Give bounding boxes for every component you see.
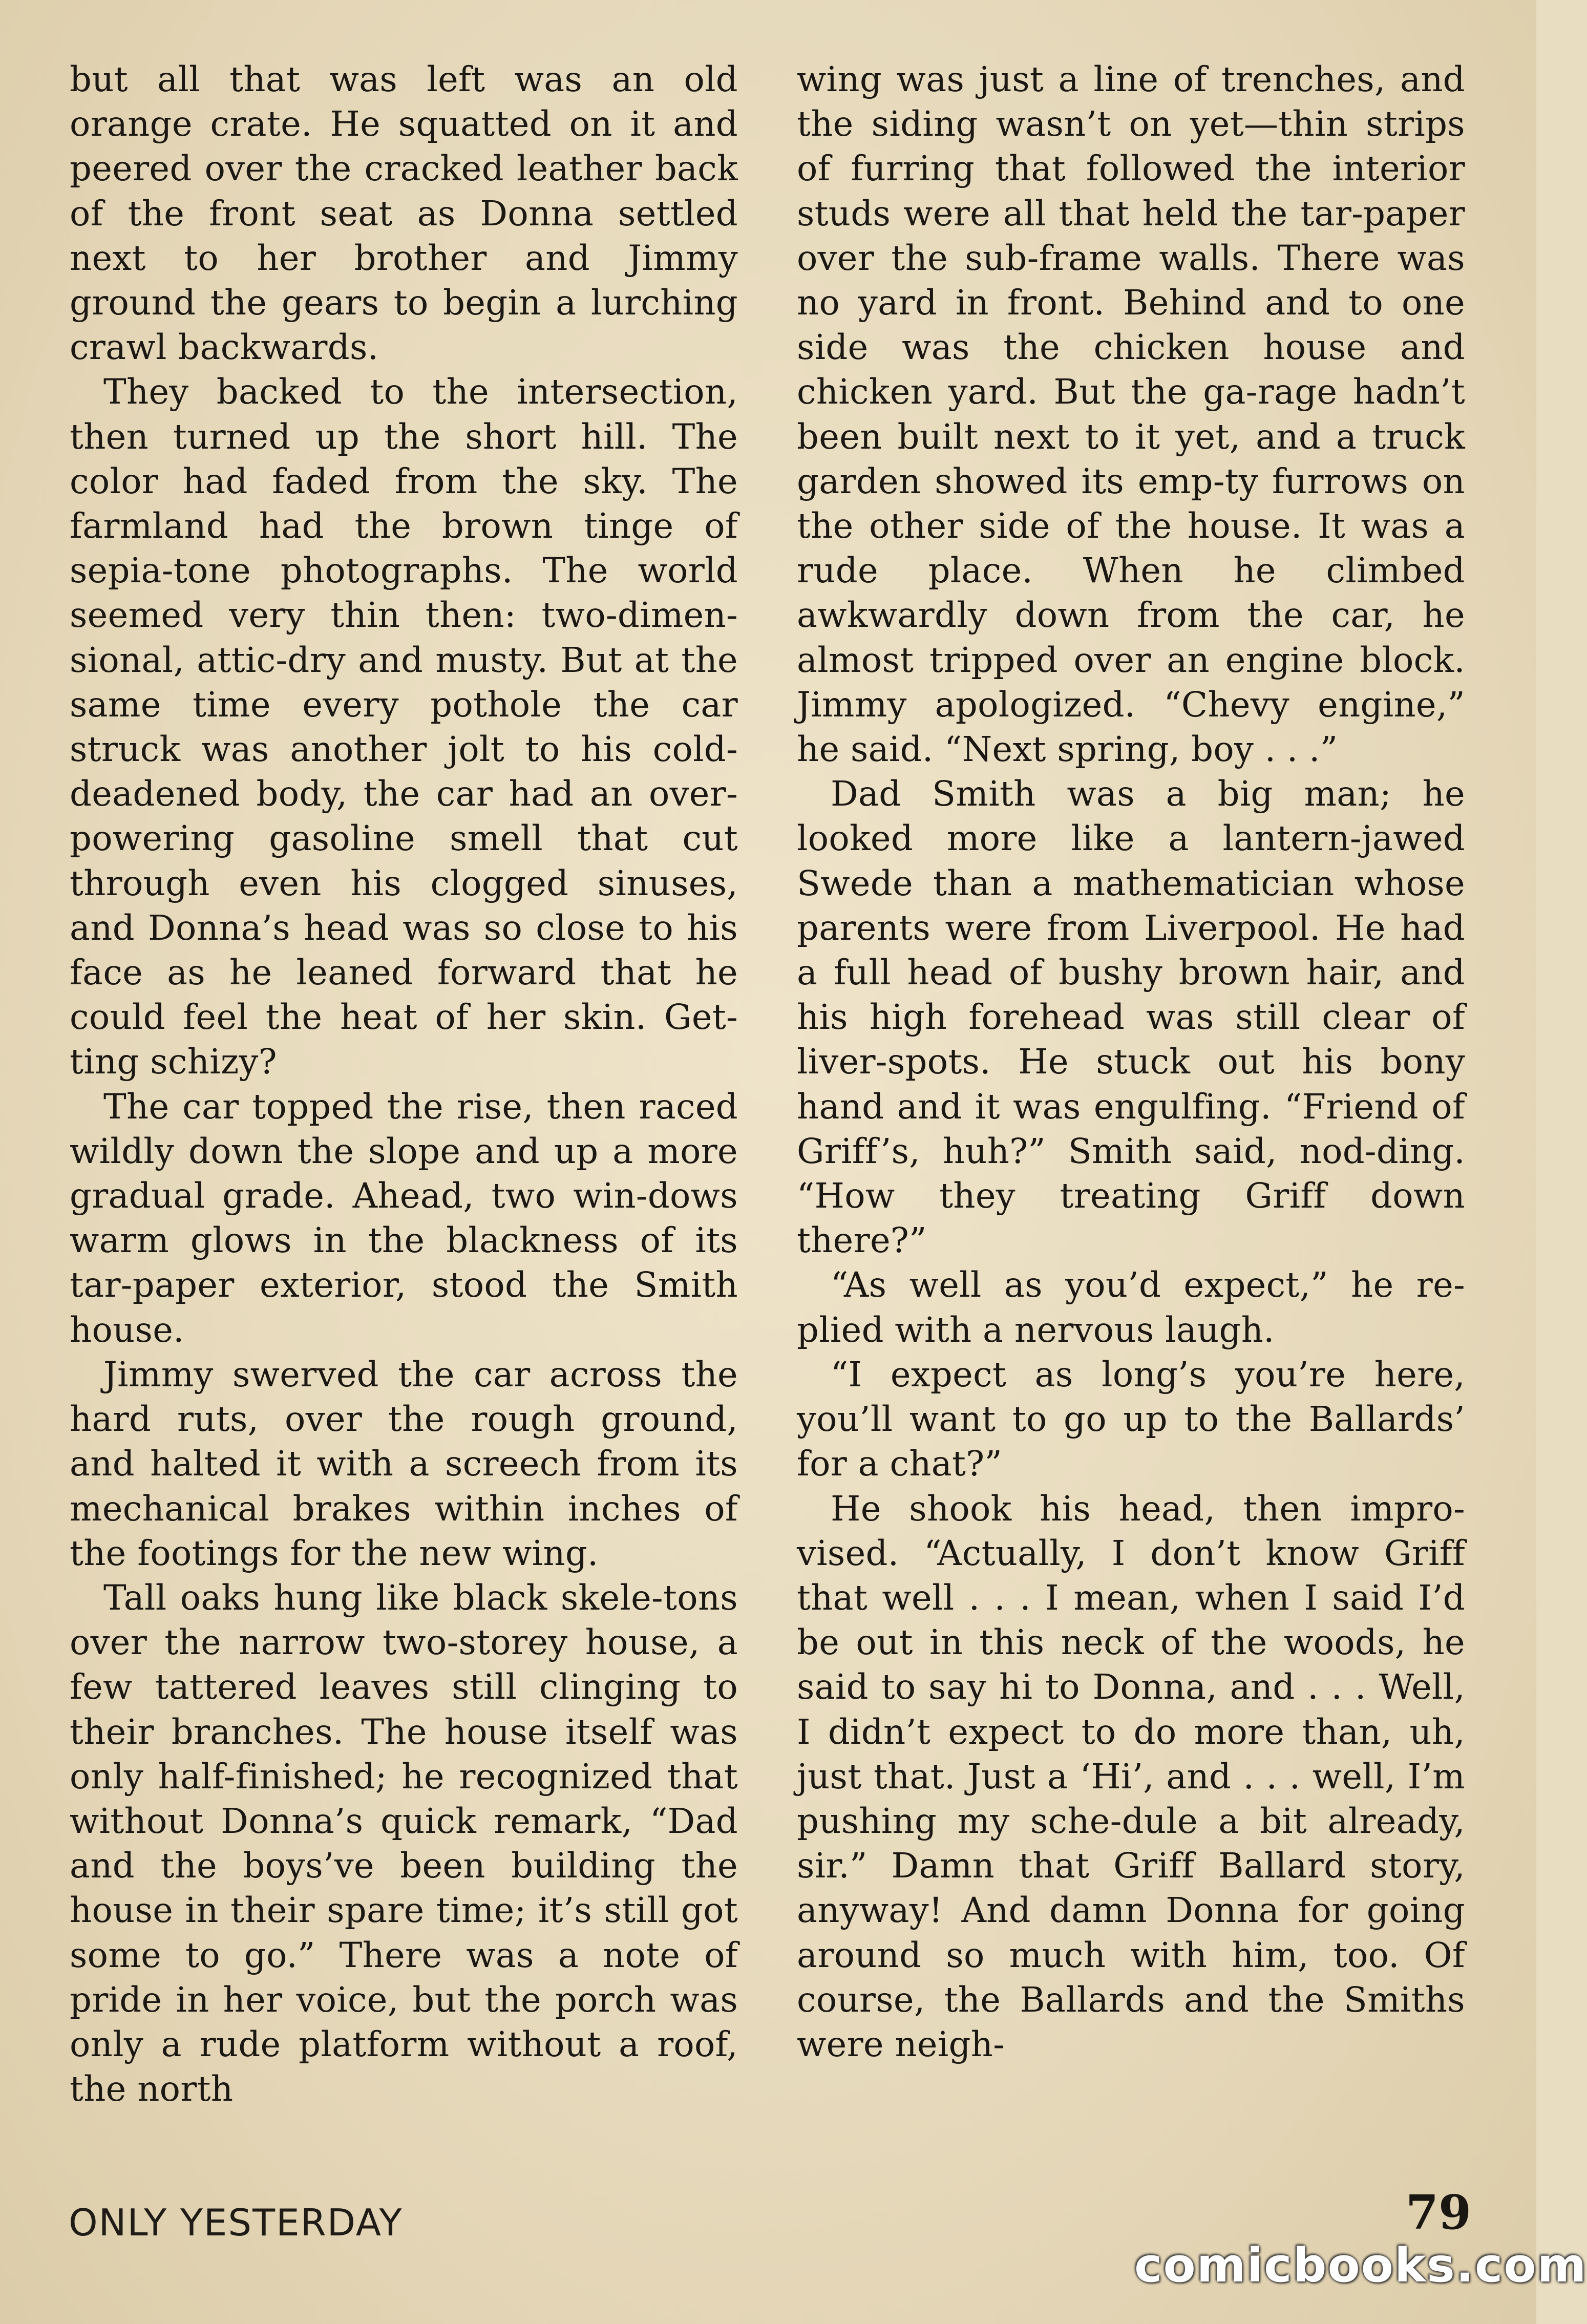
paragraph: Dad Smith was a big man; he looked more like a lantern-jawed Swede than a mathematician whose parents were from Liverpool. He had a full head of bushy brown hair, and his high forehead was still clear of liver-spots. He stuck out his bony hand and it was engulfing. “Friend of Griff’s, huh?” Smith said, nod-ding. “How they treating Griff down there?” bbox=[797, 774, 1465, 1261]
paragraph: Jimmy swerved the car across the hard ruts, over the rough ground, and halted it with a screech from its mechanical brakes within inches of the footings for the new wing. bbox=[70, 1354, 738, 1573]
page-number: 79 bbox=[1406, 2185, 1472, 2240]
paragraph: but all that was left was an old orange crate. He squatted on it and peered over the cracked leather back of the front seat as Donna settled next to her brother and Jimmy ground the gears to begin a lurching crawl backwards. bbox=[70, 59, 738, 368]
left-text-column bbox=[70, 57, 738, 2111]
paragraph: He shook his head, then impro-vised. “Actually, I don’t know Griff that well . . . I mean, when I said I’d be out in this neck of the woods, he said to say hi to Donna, and . . . Well, I didn’t expect to do more than, uh, just that. Just a ‘Hi’, and . . . well, I’m pushing my sche-dule a bit already, sir.” Damn that Griff Ballard story, anyway! And damn Donna for going around so much with him, too. Of course, the Ballards and the Smiths were neigh- bbox=[797, 1488, 1465, 2064]
right-text-column bbox=[797, 57, 1465, 2067]
running-title: ONLY YESTERDAY bbox=[69, 2201, 403, 2244]
paragraph: wing was just a line of trenches, and the siding wasn’t on yet—thin strips of furring that followed the interior studs were all that held the tar-paper over the sub-frame walls. There was no yard in front. Behind and to one side was the chicken house and chicken yard. But the ga-rage hadn’t been built next to it yet, and a truck garden showed its emp-ty furrows on the other side of the house. It was a rude place. When he climbed awkwardly down from the car, he almost tripped over an engine block. Jimmy apologized. “Chevy engine,” he said. “Next spring, boy . . .” bbox=[797, 59, 1465, 770]
paragraph: “As well as you’d expect,” he re-plied with a nervous laugh. bbox=[797, 1265, 1465, 1350]
watermark: comicbooks.com bbox=[1134, 2238, 1587, 2293]
paragraph: “I expect as long’s you’re here, you’ll want to go up to the Ballards’ for a chat?” bbox=[797, 1354, 1465, 1484]
paragraph: Tall oaks hung like black skele-tons over the narrow two-storey house, a few tattered leaves still clinging to their branches. The house itself was only half-finished; he recognized that without Donna’s quick remark, “Dad and the boys’ve been building the house in their spare time; it’s still got some to go.” There was a note of pride in her voice, but the porch was only a rude platform without a roof, the north bbox=[70, 1577, 738, 2109]
paragraph: They backed to the intersection, then turned up the short hill. The color had faded from the sky. The farmland had the brown tinge of sepia-tone photographs. The world seemed very thin then: two-dimen-sional, attic-dry and musty. But at the same time every pothole the car struck was another jolt to his cold-deadened body, the car had an over-powering gasoline smell that cut through even his clogged sinuses, and Donna’s head was so close to his face as he leaned forward that he could feel the heat of her skin. Get-ting schizy? bbox=[70, 372, 738, 1082]
paragraph: The car topped the rise, then raced wildly down the slope and up a more gradual grade. Ahead, two win-dows warm glows in the blackness of its tar-paper exterior, stood the Smith house. bbox=[70, 1086, 738, 1350]
